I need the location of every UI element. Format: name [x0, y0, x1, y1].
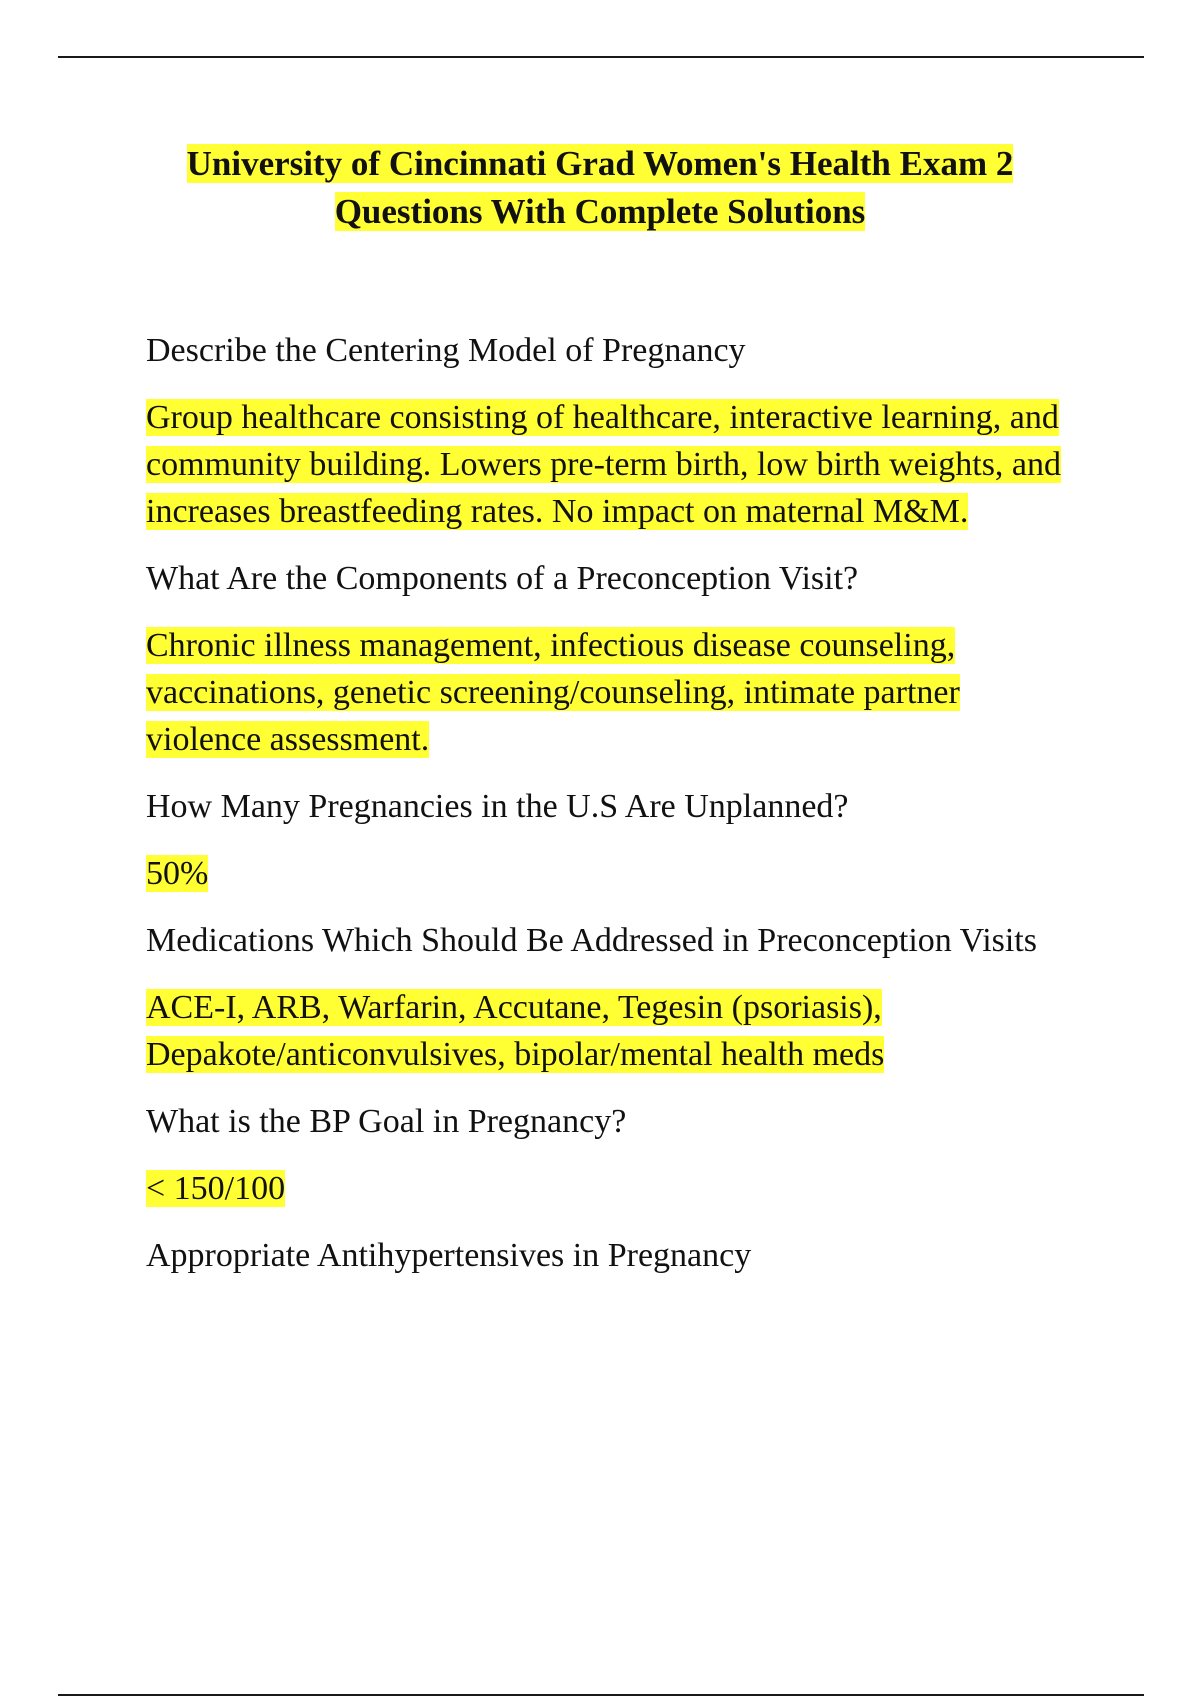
title-line-2: Questions With Complete Solutions	[334, 192, 866, 231]
question-5: What is the BP Goal in Pregnancy?	[146, 1103, 627, 1140]
title-line-1: University of Cincinnati Grad Women's Health Exam 2	[186, 144, 1014, 183]
question-6: Appropriate Antihypertensives in Pregnancy	[146, 1237, 752, 1274]
question-3: How Many Pregnancies in the U.S Are Unplanned?	[146, 788, 849, 825]
answer-2: Chronic illness management, infectious disease counseling, vaccinations, genetic screening/counseling, intimate partner violence assessment.	[146, 627, 960, 758]
answer-5: < 150/100	[146, 1170, 286, 1207]
top-rule	[58, 56, 1144, 58]
qa-list	[146, 327, 1076, 1299]
question-1: Describe the Centering Model of Pregnancy	[146, 332, 746, 369]
bottom-rule	[58, 1694, 1144, 1696]
question-4: Medications Which Should Be Addressed in Preconception Visits	[146, 922, 1037, 959]
document-title	[100, 140, 1100, 236]
question-2: What Are the Components of a Preconception Visit?	[146, 560, 859, 597]
answer-3: 50%	[146, 855, 209, 892]
answer-4: ACE-I, ARB, Warfarin, Accutane, Tegesin (psoriasis), Depakote/anticonvulsives, bipolar/mental health meds	[146, 989, 885, 1073]
answer-1: Group healthcare consisting of healthcare, interactive learning, and community building. Lowers pre-term birth, low birth weights, and increases breastfeeding rates. No impact on maternal M&M.	[146, 399, 1062, 530]
